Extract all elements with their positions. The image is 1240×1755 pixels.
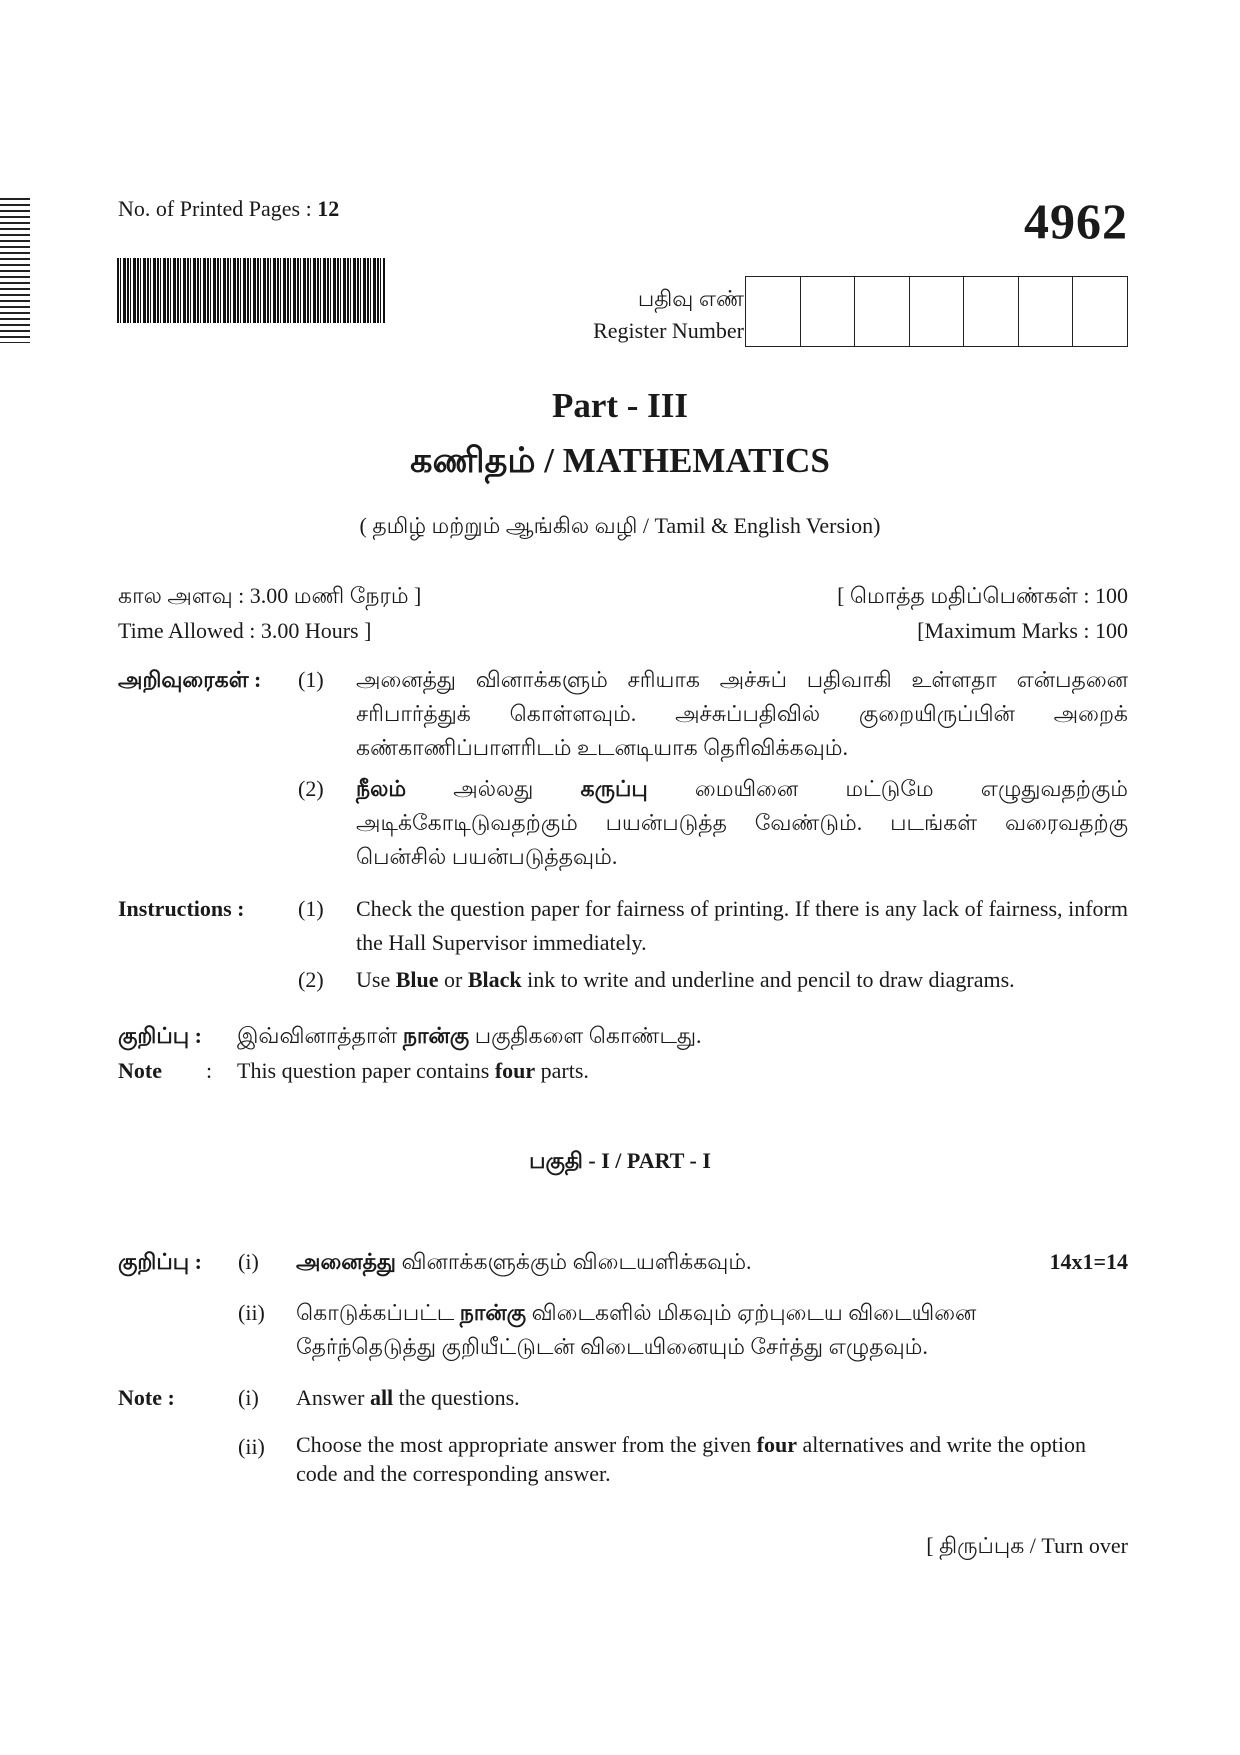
- register-digit-box[interactable]: [746, 277, 801, 346]
- part-one-tamil-note-label: குறிப்பு :: [118, 1249, 202, 1274]
- tamil-instruction-2: நீலம் அல்லது கருப்பு மையினை மட்டுமே எழுதுவதற்கும் அடிக்கோடிடுவதற்கும் பயன்படுத்த வேண்டும். படங்கள் வரைவதற்கு பென்சில் பயன்படுத்தவும்.: [356, 776, 1128, 869]
- tamil-instruction-1: அனைத்து வினாக்களும் சரியாக அச்சுப் பதிவாகி உள்ளதா என்பதனை சரிபார்த்துக் கொள்ளவும். அச்சுப்பதிவில் குறையிருப்பின் அறைக் கண்காணிப்பாளரிடம் உடனடியாக தெரிவிக்கவும்.: [356, 667, 1128, 760]
- register-digit-box[interactable]: [855, 277, 910, 346]
- part-title: Part - III: [551, 386, 689, 425]
- note-number: (ii): [238, 1434, 265, 1459]
- english-note-text: This question paper contains four parts.: [237, 1058, 589, 1083]
- note-number: (i): [238, 1385, 259, 1410]
- note-colon: :: [206, 1058, 213, 1083]
- time-allowed: கால அளவு : 3.00 மணி நேரம் ] Time Allowed : 3.00 Hours ]: [118, 583, 422, 643]
- tamil-note-label: குறிப்பு :: [118, 1023, 202, 1048]
- instruction-number: (1): [298, 896, 324, 921]
- english-note-label: Note: [118, 1058, 162, 1083]
- english-instructions-label: Instructions :: [118, 896, 245, 921]
- printed-pages: No. of Printed Pages : 12: [118, 196, 340, 221]
- tamil-note-text: இவ்வினாத்தாள் நான்கு பகுதிகளை கொண்டது.: [237, 1023, 702, 1048]
- part-one-english-note-label: Note :: [118, 1385, 175, 1410]
- part-one-heading: பகுதி - I / PART - I: [529, 1148, 711, 1173]
- paper-code: 4962: [1024, 193, 1128, 249]
- register-number-boxes[interactable]: [745, 276, 1128, 347]
- barcode-image: [117, 258, 385, 323]
- part-one-english-note-1: Answer all the questions.: [296, 1385, 520, 1410]
- instruction-number: (2): [298, 967, 324, 992]
- turn-over-note: [ திருப்புக / Turn over: [926, 1533, 1128, 1558]
- instruction-number: (1): [298, 667, 324, 692]
- register-digit-box[interactable]: [801, 277, 856, 346]
- note-number: (i): [238, 1249, 259, 1274]
- instruction-number: (2): [298, 776, 324, 801]
- note-number: (ii): [238, 1300, 265, 1325]
- register-number-label: பதிவு எண் Register Number: [593, 286, 744, 343]
- version-line: ( தமிழ் மற்றும் ஆங்கில வழி / Tamil & English Version): [359, 513, 881, 538]
- part-one-marks: 14x1=14: [1049, 1249, 1128, 1274]
- part-one-tamil-note-1: அனைத்து வினாக்களுக்கும் விடையளிக்கவும்.: [296, 1249, 752, 1274]
- register-digit-box[interactable]: [1019, 277, 1074, 346]
- edge-registration-marks: [0, 198, 30, 343]
- register-digit-box[interactable]: [910, 277, 965, 346]
- part-one-tamil-note-2: கொடுக்கப்பட்ட நான்கு விடைகளில் மிகவும் ஏற்புடைய விடையினை தேர்ந்தெடுத்து குறியீட்டுடன் விடையினையும் சேர்த்து எழுதவும்.: [296, 1300, 977, 1359]
- english-instruction-1: Check the question paper for fairness of printing. If there is any lack of fairness, inform the Hall Supervisor immediately.: [356, 896, 1128, 955]
- register-digit-box[interactable]: [964, 277, 1019, 346]
- part-one-english-note-2: Choose the most appropriate answer from the given four alternatives and write the option code and the corresponding answer.: [296, 1432, 1086, 1486]
- register-digit-box[interactable]: [1073, 277, 1127, 346]
- maximum-marks: [ மொத்த மதிப்பெண்கள் : 100 [Maximum Marks : 100: [837, 583, 1128, 643]
- english-instruction-2: Use Blue or Black ink to write and underline and pencil to draw diagrams.: [356, 967, 1015, 992]
- subject-title: கணிதம் / MATHEMATICS: [410, 441, 830, 480]
- tamil-instructions-label: அறிவுரைகள் :: [118, 667, 262, 692]
